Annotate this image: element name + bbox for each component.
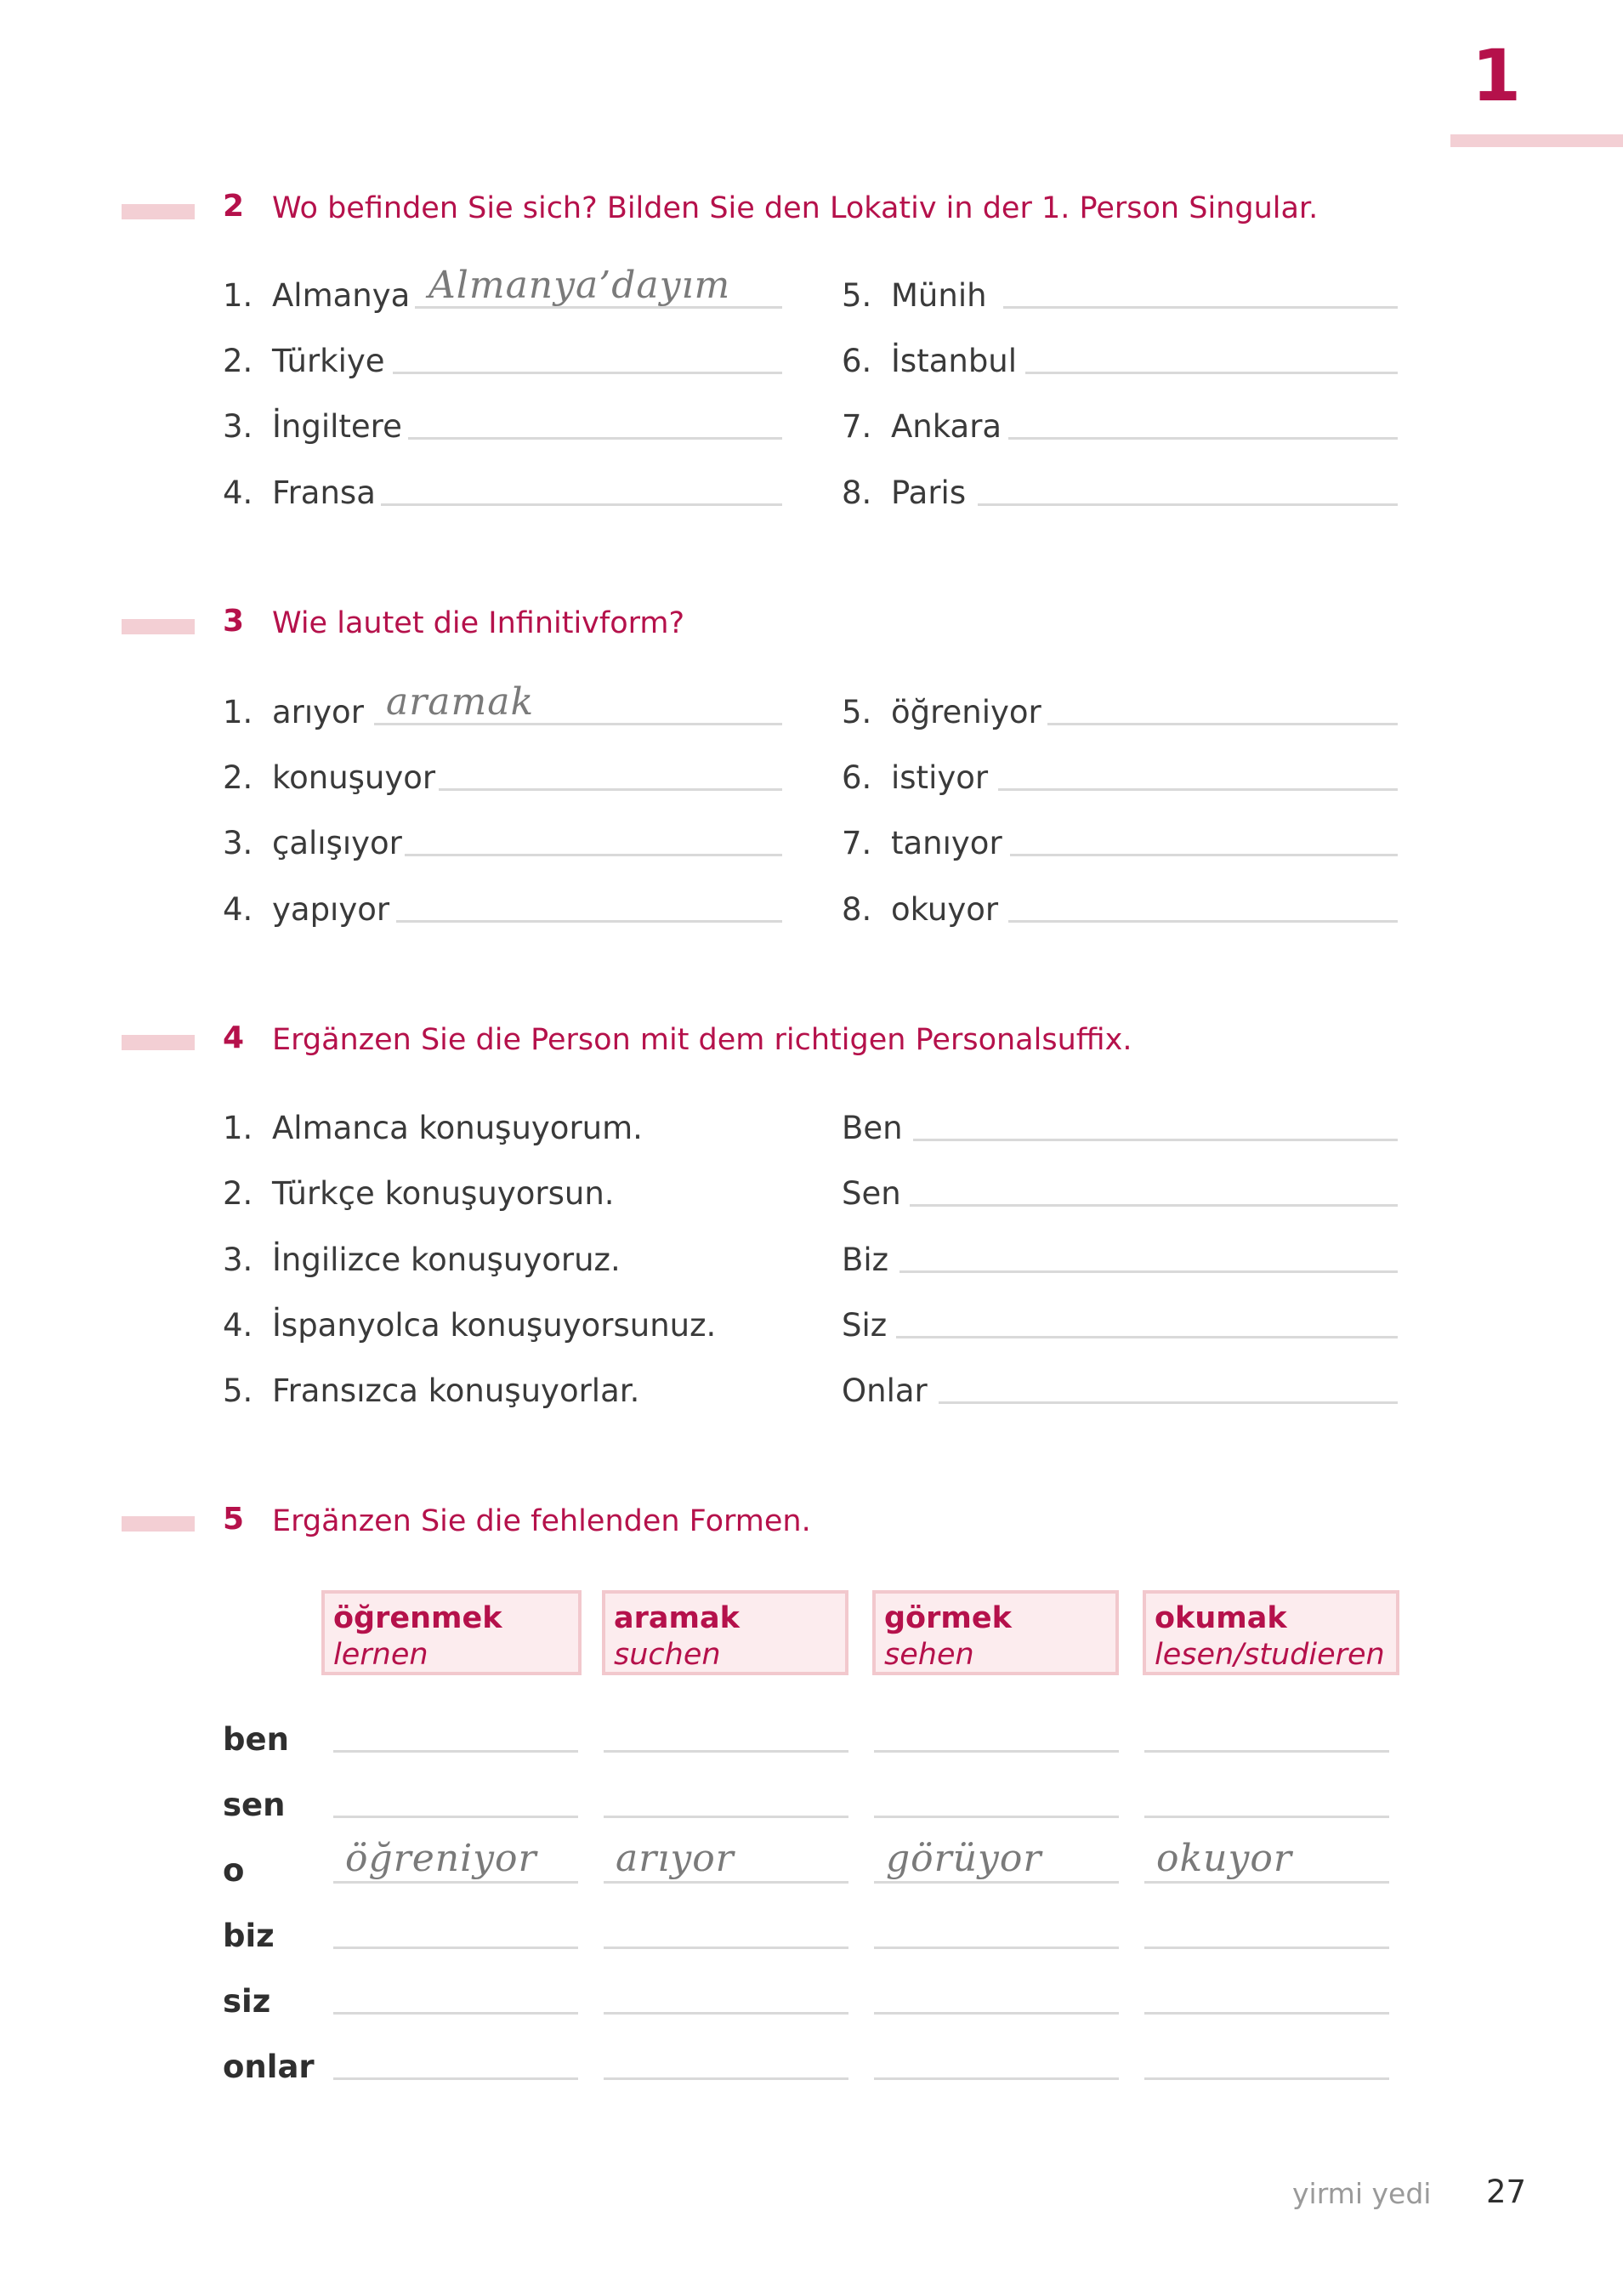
item-sentence: Fransızca konuşuyorlar. — [272, 1372, 640, 1409]
pronoun-label: Ben — [842, 1110, 903, 1146]
grid-line[interactable] — [604, 1881, 848, 1884]
pronoun-label: Siz — [842, 1307, 888, 1344]
answer-line[interactable] — [896, 1336, 1398, 1338]
verb-translation: suchen — [614, 1638, 721, 1672]
item-number: 8. — [842, 891, 872, 928]
exercise-bar — [122, 1035, 195, 1050]
item-word: Türkiye — [272, 343, 385, 379]
grid-line[interactable] — [874, 1750, 1119, 1753]
grid-line[interactable] — [1144, 1816, 1389, 1818]
item-number: 1. — [223, 694, 253, 730]
item-sentence: İngilizce konuşuyoruz. — [272, 1242, 621, 1278]
verb-translation: sehen — [884, 1638, 974, 1672]
grid-line[interactable] — [874, 1816, 1119, 1818]
item-word: çalışıyor — [272, 825, 402, 861]
item-word: İstanbul — [891, 343, 1018, 379]
item-number: 2. — [223, 343, 253, 379]
item-number: 3. — [223, 825, 253, 861]
handwritten-answer: öğreniyor — [345, 1837, 537, 1880]
item-number: 7. — [842, 825, 872, 861]
grid-line[interactable] — [604, 1816, 848, 1818]
exercise-number: 3 — [223, 604, 245, 639]
item-number: 5. — [842, 277, 872, 314]
exercise-number: 5 — [223, 1502, 245, 1537]
page-number-words: yirmi yedi — [1292, 2177, 1432, 2210]
item-number: 8. — [842, 475, 872, 511]
exercise-number: 4 — [223, 1020, 245, 1055]
grid-line[interactable] — [874, 2012, 1119, 2015]
grid-line[interactable] — [333, 1881, 578, 1884]
item-word: Münih — [891, 277, 987, 314]
answer-line[interactable] — [910, 1204, 1398, 1207]
exercise-number: 2 — [223, 189, 245, 224]
handwritten-answer: okuyor — [1156, 1837, 1292, 1880]
item-word: Almanya — [272, 277, 411, 314]
item-number: 4. — [223, 1307, 253, 1344]
pronoun-label: Onlar — [842, 1372, 928, 1409]
answer-line[interactable] — [405, 854, 782, 856]
grid-line[interactable] — [874, 2077, 1119, 2080]
grid-line[interactable] — [333, 2012, 578, 2015]
item-sentence: İspanyolca konuşuyorsunuz. — [272, 1307, 717, 1344]
verb-box-ogrenmek — [321, 1590, 582, 1675]
item-number: 2. — [223, 759, 253, 796]
pronoun-onlar: onlar — [223, 2049, 315, 2085]
grid-line[interactable] — [604, 1946, 848, 1949]
verb-name: görmek — [884, 1601, 1012, 1635]
item-number: 1. — [223, 1110, 253, 1146]
answer-line[interactable] — [393, 372, 782, 374]
verb-translation: lesen/studieren — [1155, 1638, 1385, 1672]
item-word: öğreniyor — [891, 694, 1041, 730]
item-number: 4. — [223, 891, 253, 928]
item-word: İngiltere — [272, 408, 402, 445]
item-word: okuyor — [891, 891, 999, 928]
item-word: tanıyor — [891, 825, 1002, 861]
grid-line[interactable] — [333, 2077, 578, 2080]
item-word: yapıyor — [272, 891, 390, 928]
item-word: Paris — [891, 475, 967, 511]
verb-name: öğrenmek — [333, 1601, 502, 1635]
exercise-title: Wo befinden Sie sich? Bilden Sie den Lokativ in der 1. Person Singular. — [272, 191, 1319, 225]
pronoun-label: Biz — [842, 1242, 889, 1278]
grid-line[interactable] — [874, 1946, 1119, 1949]
grid-line[interactable] — [604, 2012, 848, 2015]
answer-line[interactable] — [1008, 920, 1398, 923]
verb-name: aramak — [614, 1601, 740, 1635]
pronoun-siz: siz — [223, 1983, 271, 2020]
item-word: arıyor — [272, 694, 364, 730]
handwritten-answer: Almanya’dayım — [428, 264, 731, 307]
answer-line[interactable] — [998, 788, 1398, 791]
item-number: 5. — [223, 1372, 253, 1409]
answer-line[interactable] — [939, 1401, 1398, 1404]
answer-line[interactable] — [381, 503, 782, 506]
answer-line[interactable] — [913, 1139, 1398, 1141]
answer-line[interactable] — [1025, 372, 1398, 374]
answer-line[interactable] — [978, 503, 1398, 506]
grid-line[interactable] — [1144, 1946, 1389, 1949]
item-number: 5. — [842, 694, 872, 730]
pronoun-o: o — [223, 1852, 245, 1889]
grid-line[interactable] — [333, 1816, 578, 1818]
answer-line[interactable] — [1010, 854, 1398, 856]
item-number: 3. — [223, 1242, 253, 1278]
grid-line[interactable] — [604, 2077, 848, 2080]
pronoun-sen: sen — [223, 1787, 286, 1823]
item-sentence: Türkçe konuşuyorsun. — [272, 1175, 615, 1212]
grid-line[interactable] — [333, 1946, 578, 1949]
answer-line[interactable] — [1008, 437, 1398, 440]
item-number: 7. — [842, 408, 872, 445]
answer-line[interactable] — [408, 437, 782, 440]
verb-box-aramak — [602, 1590, 848, 1675]
answer-line[interactable] — [439, 788, 782, 791]
item-number: 1. — [223, 277, 253, 314]
exercise-title: Wie lautet die Infinitivform? — [272, 606, 685, 640]
exercise-bar — [122, 619, 195, 634]
handwritten-answer: aramak — [386, 680, 535, 724]
pronoun-ben: ben — [223, 1721, 289, 1758]
chapter-bar — [1450, 134, 1623, 147]
chapter-number: 1 — [1471, 34, 1522, 117]
item-sentence: Almanca konuşuyorum. — [272, 1110, 643, 1146]
grid-line[interactable] — [1144, 2012, 1389, 2015]
grid-line[interactable] — [874, 1881, 1119, 1884]
exercise-bar — [122, 1516, 195, 1532]
pronoun-biz: biz — [223, 1918, 275, 1954]
page-number: 27 — [1486, 2174, 1527, 2210]
verb-box-gormek — [872, 1590, 1119, 1675]
verb-translation: lernen — [333, 1638, 428, 1672]
answer-line[interactable] — [1003, 306, 1398, 309]
item-word: istiyor — [891, 759, 989, 796]
exercise-bar — [122, 204, 195, 219]
answer-line[interactable] — [1047, 723, 1398, 725]
grid-line[interactable] — [1144, 1881, 1389, 1884]
item-number: 4. — [223, 475, 253, 511]
item-number: 6. — [842, 759, 872, 796]
exercise-title: Ergänzen Sie die Person mit dem richtigen Personalsuffix. — [272, 1023, 1132, 1057]
grid-line[interactable] — [604, 1750, 848, 1753]
handwritten-answer: arıyor — [616, 1837, 735, 1880]
answer-line[interactable] — [396, 920, 782, 923]
handwritten-answer: görüyor — [886, 1837, 1042, 1880]
verb-box-okumak — [1143, 1590, 1399, 1675]
item-number: 2. — [223, 1175, 253, 1212]
grid-line[interactable] — [1144, 2077, 1389, 2080]
item-number: 3. — [223, 408, 253, 445]
item-number: 6. — [842, 343, 872, 379]
answer-line[interactable] — [899, 1270, 1398, 1273]
grid-line[interactable] — [1144, 1750, 1389, 1753]
exercise-title: Ergänzen Sie die fehlenden Formen. — [272, 1504, 811, 1538]
grid-line[interactable] — [333, 1750, 578, 1753]
pronoun-label: Sen — [842, 1175, 901, 1212]
item-word: Fransa — [272, 475, 376, 511]
item-word: konuşuyor — [272, 759, 436, 796]
item-word: Ankara — [891, 408, 1002, 445]
verb-name: okumak — [1155, 1601, 1287, 1635]
